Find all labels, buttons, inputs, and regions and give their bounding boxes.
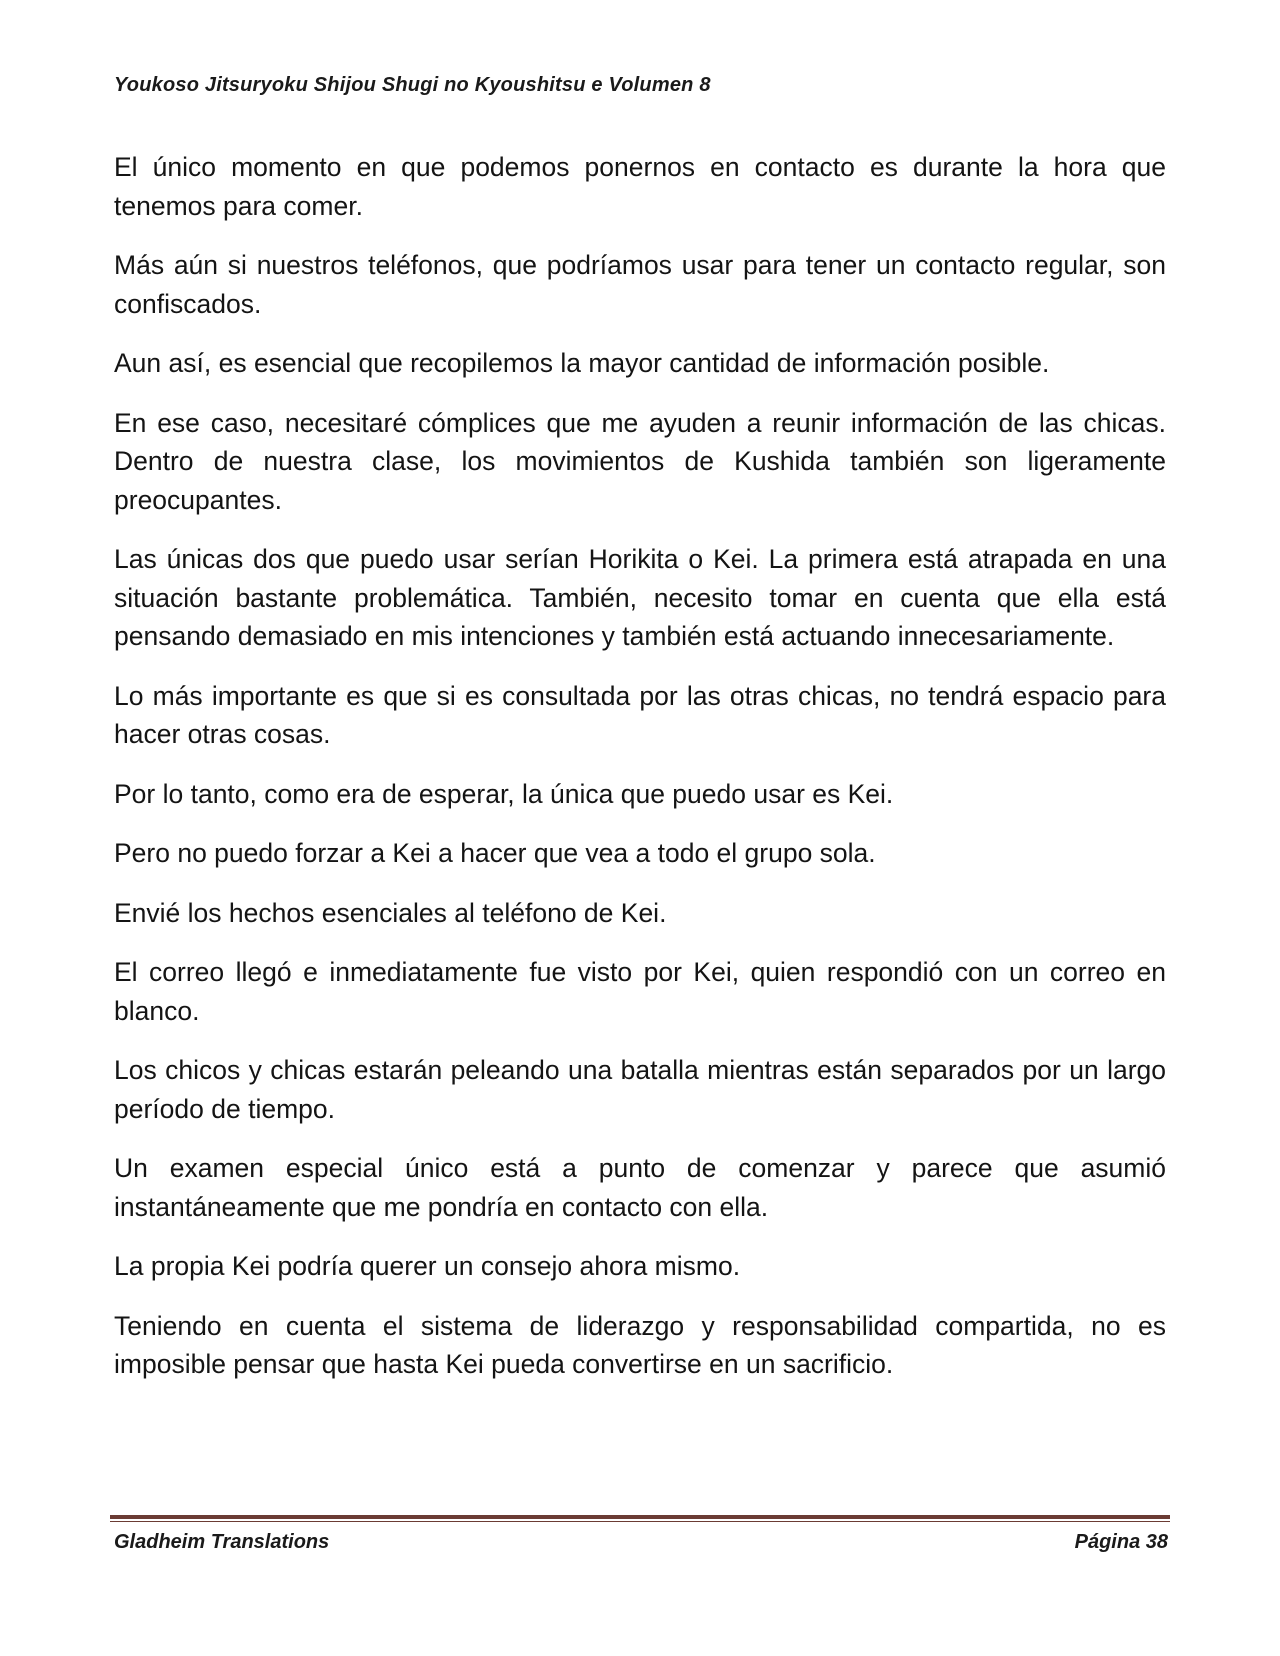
footer-page-number: Página 38 bbox=[1074, 1531, 1168, 1553]
footer-divider-thick bbox=[110, 1515, 1170, 1519]
paragraph: Por lo tanto, como era de esperar, la única que puedo usar es Kei. bbox=[114, 778, 894, 809]
paragraph: Lo más importante es que si es consultada por las otras chicas, no tendrá espacio para hacer otras cosas. bbox=[114, 680, 1166, 749]
paragraph: Las únicas dos que puedo usar serían Horikita o Kei. La primera está atrapada en una situación bastante problemática. También, necesito tomar en cuenta que ella está pensando demasiado en mis intenciones y también está actuando innecesariamente. bbox=[114, 544, 1166, 651]
paragraph: Los chicos y chicas estarán peleando una batalla mientras están separados por un largo período de tiempo. bbox=[114, 1055, 1166, 1124]
paragraph: Más aún si nuestros teléfonos, que podríamos usar para tener un contacto regular, son confiscados. bbox=[114, 250, 1166, 319]
page-body bbox=[114, 148, 1166, 1405]
page-header-title: Youkoso Jitsuryoku Shijou Shugi no Kyoushitsu e Volumen 8 bbox=[114, 74, 711, 96]
paragraph: El único momento en que podemos ponernos en contacto es durante la hora que tenemos para comer. bbox=[114, 152, 1166, 221]
paragraph: La propia Kei podría querer un consejo ahora mismo. bbox=[114, 1251, 741, 1281]
paragraph: El correo llegó e inmediatamente fue visto por Kei, quien respondió con un correo en blanco. bbox=[114, 957, 1166, 1026]
footer-divider-thin bbox=[110, 1521, 1170, 1522]
paragraph: Un examen especial único está a punto de comenzar y parece que asumió instantáneamente que me pondría en contacto con ella. bbox=[114, 1153, 1166, 1222]
paragraph: Pero no puedo forzar a Kei a hacer que vea a todo el grupo sola. bbox=[114, 838, 876, 868]
paragraph: En ese caso, necesitaré cómplices que me ayuden a reunir información de las chicas. Dentro de nuestra clase, los movimientos de Kushida también son ligeramente preocupantes. bbox=[114, 407, 1166, 515]
footer-translator-credit: Gladheim Translations bbox=[114, 1531, 330, 1553]
paragraph: Aun así, es esencial que recopilemos la mayor cantidad de información posible. bbox=[114, 348, 1050, 378]
footer-divider bbox=[110, 1515, 1170, 1522]
paragraph: Envié los hechos esenciales al teléfono de Kei. bbox=[114, 897, 667, 928]
paragraph: Teniendo en cuenta el sistema de liderazgo y responsabilidad compartida, no es imposible pensar que hasta Kei pueda convertirse en un sacrificio. bbox=[114, 1310, 1166, 1379]
